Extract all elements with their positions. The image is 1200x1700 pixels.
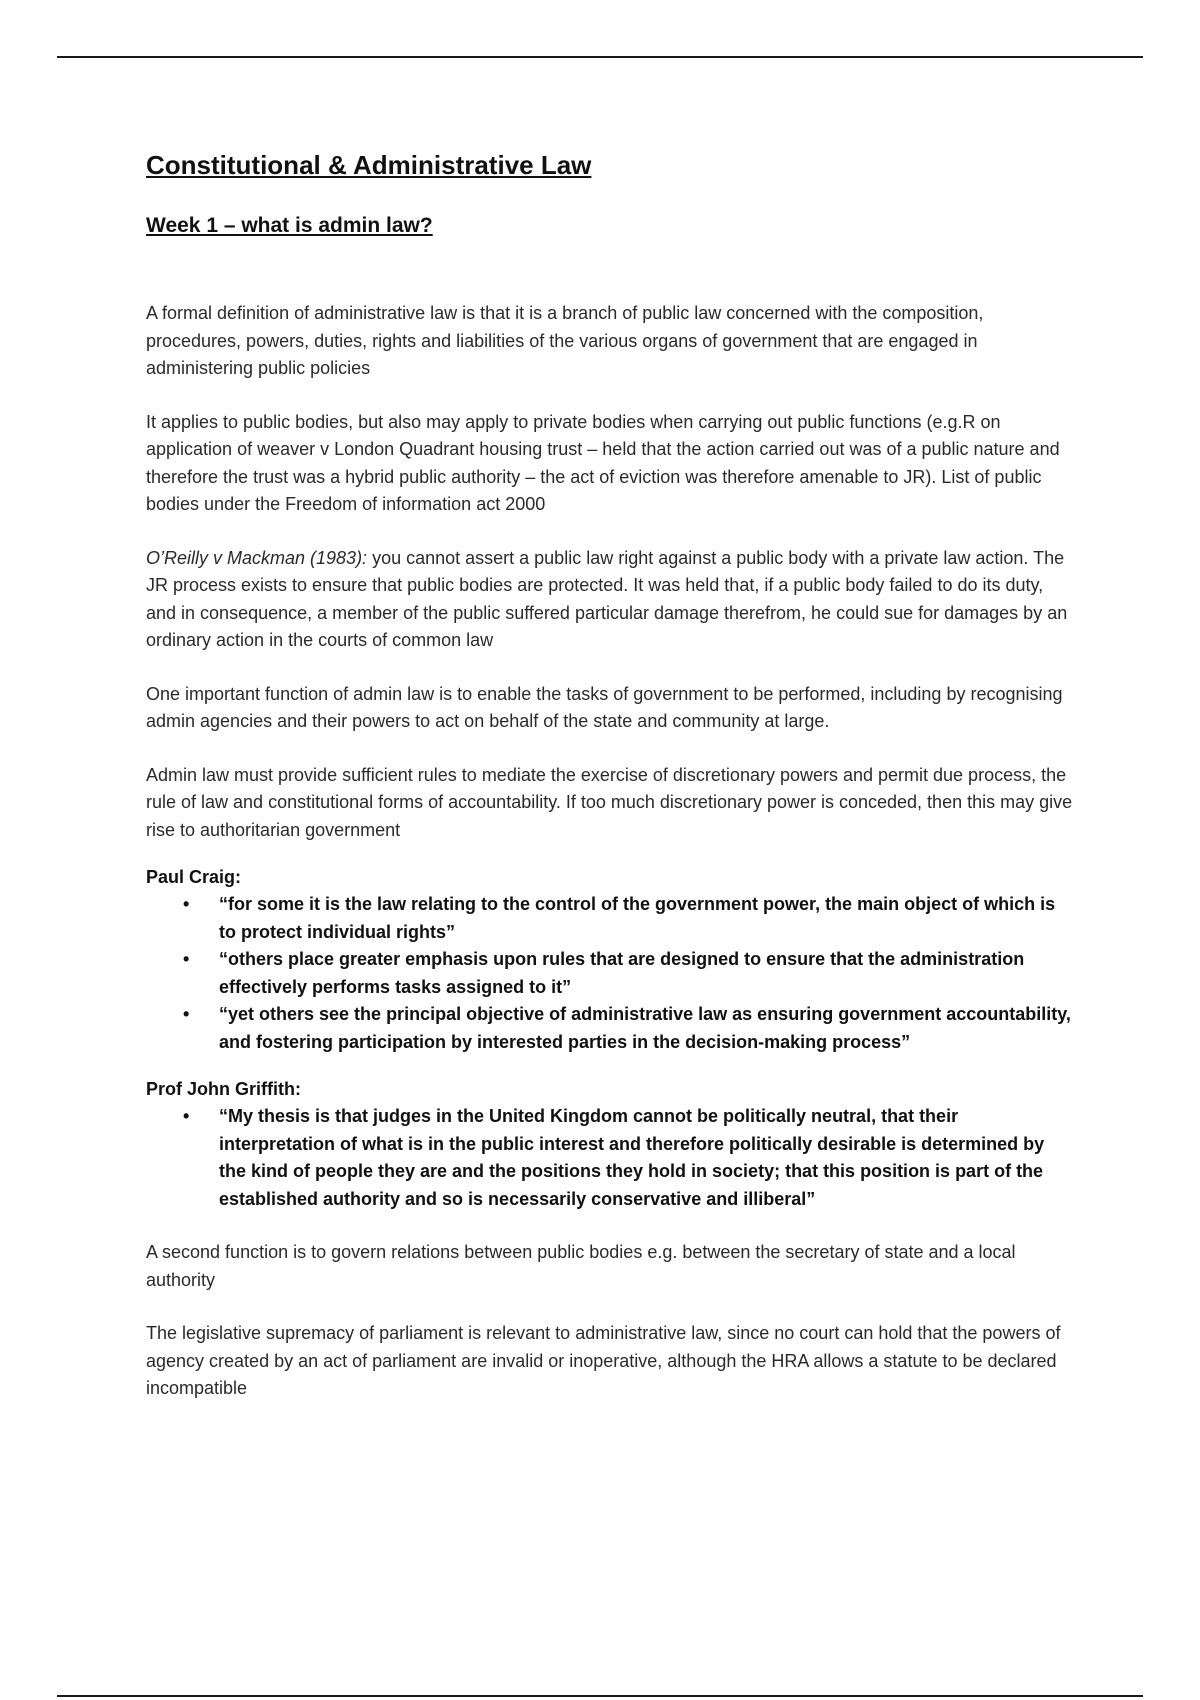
top-rule: [57, 56, 1143, 58]
quote-text: “yet others see the principal objective of administrative law as ensuring government accountability, and fostering participation by interested parties in the decision-making process”: [219, 1004, 1071, 1052]
list-item: [146, 1001, 1076, 1056]
griffith-quote-list: [146, 1103, 1076, 1213]
document-title: Constitutional & Administrative Law: [146, 150, 592, 180]
bullet-icon: •: [183, 1106, 190, 1126]
paragraph-definition: A formal definition of administrative law is that it is a branch of public law concerned with the composition, procedures, powers, duties, rights and liabilities of the various organs of government that are engaged in administering public policies: [146, 303, 984, 378]
craig-label: Paul Craig:: [146, 867, 242, 887]
list-item: [146, 1103, 1076, 1213]
case-text: you cannot assert a public law right against a public body with a private law action. The JR process exists to ensure that public bodies are protected. It was held that, if a public body failed to do its duty, and in consequence, a member of the public suffered particular damage therefrom, he could sue for damages by an ordinary action in the courts of common law: [146, 547, 1068, 650]
bullet-icon: •: [183, 949, 190, 969]
week-heading: Week 1 – what is admin law?: [146, 214, 433, 237]
craig-quote-list: [146, 891, 1076, 1056]
quote-text: “for some it is the law relating to the control of the government power, the main object of which is to protect individual rights”: [219, 894, 1056, 942]
paragraph-function-one: One important function of admin law is to enable the tasks of government to be performed, including by recognising admin agencies and their powers to act on behalf of the state and community at large.: [146, 683, 1063, 731]
case-citation: O’Reilly v Mackman (1983):: [146, 547, 368, 568]
bullet-icon: •: [183, 894, 190, 914]
paragraph-oreilly-case: [146, 545, 1076, 655]
document-page: [146, 148, 1076, 1403]
paragraph-function-two: A second function is to govern relations between public bodies e.g. between the secretary of state and a local authority: [146, 1242, 1016, 1290]
quote-text: “My thesis is that judges in the United Kingdom cannot be politically neutral, that their interpretation of what is in the public interest and therefore politically desirable is determined by the kind of people they are and the positions they hold in society; that this position is part of the established authority and so is necessarily conservative and illiberal”: [219, 1106, 1045, 1209]
list-item: [146, 946, 1076, 1001]
paragraph-legislative-supremacy: The legislative supremacy of parliament is relevant to administrative law, since no court can hold that the powers of agency created by an act of parliament are invalid or inoperative, although the HRA allows a statute to be declared incompatible: [146, 1323, 1061, 1398]
quote-text: “others place greater emphasis upon rules that are designed to ensure that the administration effectively performs tasks assigned to it”: [219, 949, 1025, 997]
griffith-label: Prof John Griffith:: [146, 1079, 301, 1099]
bullet-icon: •: [183, 1004, 190, 1024]
list-item: [146, 891, 1076, 946]
bottom-rule: [57, 1695, 1143, 1697]
paragraph-discretionary-powers: Admin law must provide sufficient rules to mediate the exercise of discretionary powers and permit due process, the rule of law and constitutional forms of accountability. If too much discretionary power is conceded, then this may give rise to authoritarian government: [146, 764, 1073, 840]
paragraph-public-bodies: It applies to public bodies, but also may apply to private bodies when carrying out public functions (e.g.R on application of weaver v London Quadrant housing trust – held that the action carried out was of a public nature and therefore the trust was a hybrid public authority – the act of eviction was therefore amenable to JR). List of public bodies under the Freedom of information act 2000: [146, 411, 1060, 514]
